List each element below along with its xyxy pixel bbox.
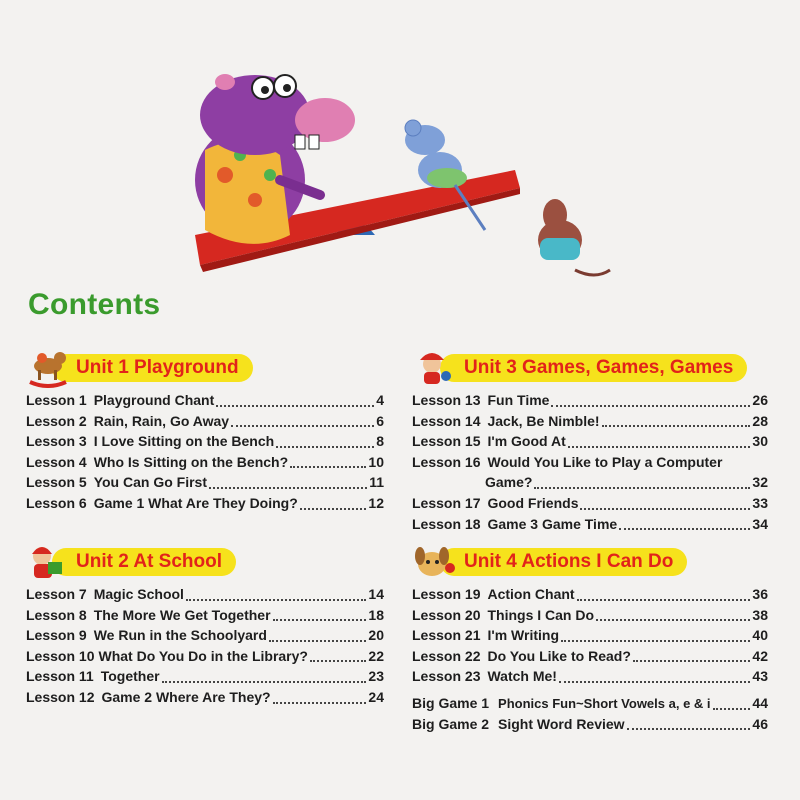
leader-dots xyxy=(568,446,751,448)
lesson-title: Rain, Rain, Go Away xyxy=(93,412,230,429)
leader-dots xyxy=(300,508,367,510)
lesson-number: Lesson 17 xyxy=(412,494,481,511)
page-number: 36 xyxy=(752,586,768,602)
lesson-title: Playground Chant xyxy=(93,392,215,408)
page-number: 43 xyxy=(752,668,768,685)
lesson-number: Lesson 12 xyxy=(26,688,95,705)
lesson-row[interactable] xyxy=(412,411,768,432)
page-number: 11 xyxy=(369,474,384,491)
lesson-number: Lesson 1 xyxy=(26,392,87,408)
lesson-title: Game 3 Game Time xyxy=(487,515,618,532)
lesson-row[interactable] xyxy=(412,625,768,646)
dog-icon xyxy=(410,542,458,582)
page-number: 14 xyxy=(368,586,384,602)
page-number: 8 xyxy=(376,433,384,450)
page-number: 26 xyxy=(752,392,768,408)
lesson-row[interactable] xyxy=(412,452,768,473)
leader-dots xyxy=(627,728,751,730)
lesson-row[interactable] xyxy=(26,605,384,626)
lesson-title: Watch Me! xyxy=(487,668,557,685)
big-game-row[interactable] xyxy=(412,693,768,714)
lesson-number: Lesson 13 xyxy=(412,392,481,408)
child-with-hat-icon xyxy=(410,348,458,388)
lesson-number: Lesson 4 xyxy=(26,453,87,470)
page-number: 23 xyxy=(368,668,384,685)
leader-dots xyxy=(559,681,750,683)
leader-dots xyxy=(534,487,750,489)
unit-title-banner: Unit 1 Playground xyxy=(52,354,253,382)
lesson-row[interactable] xyxy=(26,493,384,514)
page-number: 40 xyxy=(752,627,768,644)
leader-dots xyxy=(290,466,366,468)
lesson-title: The More We Get Together xyxy=(93,606,271,623)
unit-header xyxy=(22,542,382,578)
leader-dots xyxy=(602,425,751,427)
lesson-list xyxy=(26,584,384,708)
lesson-number: Lesson 20 xyxy=(412,606,481,623)
contents-heading: Contents xyxy=(28,288,161,321)
unit-header xyxy=(410,542,780,578)
lesson-number: Lesson 14 xyxy=(412,412,481,429)
lesson-title: Who Is Sitting on the Bench? xyxy=(93,453,289,470)
page-number: 28 xyxy=(752,412,768,429)
lesson-title: We Run in the Schoolyard xyxy=(93,627,267,644)
lesson-row[interactable] xyxy=(26,411,384,432)
leader-dots xyxy=(186,599,366,601)
lesson-title: I'm Writing xyxy=(487,627,559,644)
lesson-title: Good Friends xyxy=(487,494,579,511)
unit-2-section xyxy=(22,542,382,708)
big-game-title: Phonics Fun~Short Vowels a, e & i xyxy=(498,695,711,711)
girl-reading-icon xyxy=(22,542,70,582)
lesson-number: Lesson 19 xyxy=(412,586,481,602)
lesson-list xyxy=(412,584,768,734)
big-game-row[interactable] xyxy=(412,714,768,735)
lesson-row[interactable] xyxy=(412,584,768,605)
leader-dots xyxy=(269,640,367,642)
lesson-number: Lesson 18 xyxy=(412,515,481,532)
lesson-list xyxy=(26,390,384,514)
lesson-title: Magic School xyxy=(93,586,184,602)
lesson-row[interactable] xyxy=(26,452,384,473)
big-game-number: Big Game 1 xyxy=(412,694,490,711)
lesson-title: Game? xyxy=(485,474,533,491)
page-number: 12 xyxy=(368,494,384,511)
page-number: 10 xyxy=(368,453,384,470)
leader-dots xyxy=(619,528,750,530)
lesson-number: Lesson 21 xyxy=(412,627,481,644)
page-number: 46 xyxy=(752,715,768,732)
leader-dots xyxy=(310,660,366,662)
lesson-row[interactable] xyxy=(412,514,768,535)
leader-dots xyxy=(561,640,750,642)
lesson-row[interactable] xyxy=(26,687,384,708)
leader-dots xyxy=(633,660,751,662)
lesson-title: Do You Like to Read? xyxy=(487,647,631,664)
lesson-number: Lesson 8 xyxy=(26,606,87,623)
leader-dots xyxy=(216,405,374,407)
page-number: 20 xyxy=(368,627,384,644)
leader-dots xyxy=(577,599,751,601)
lesson-row[interactable] xyxy=(26,431,384,452)
unit-title-banner: Unit 4 Actions I Can Do xyxy=(440,548,687,576)
page-number: 32 xyxy=(752,474,768,491)
lesson-title: Action Chant xyxy=(487,586,575,602)
unit-1-section xyxy=(22,348,382,514)
lesson-row[interactable] xyxy=(412,390,768,411)
big-game-title: Sight Word Review xyxy=(498,715,625,732)
lesson-number: Lesson 11 xyxy=(26,668,94,685)
leader-dots xyxy=(596,619,750,621)
lesson-title: You Can Go First xyxy=(93,474,208,491)
lesson-title: Game 1 What Are They Doing? xyxy=(93,494,298,511)
page-number: 4 xyxy=(376,392,384,408)
lesson-number: Lesson 23 xyxy=(412,668,481,685)
lesson-title: I Love Sitting on the Bench xyxy=(93,433,275,450)
lesson-title: Would You Like to Play a Computer xyxy=(487,453,723,470)
leader-dots xyxy=(551,405,750,407)
page-number: 6 xyxy=(376,412,384,429)
lesson-row[interactable] xyxy=(26,625,384,646)
unit-header xyxy=(410,348,780,384)
lesson-number: Lesson 6 xyxy=(26,494,87,511)
leader-dots xyxy=(273,619,367,621)
unit-header xyxy=(22,348,382,384)
lesson-title: What Do You Do in the Library? xyxy=(98,647,308,664)
lesson-row[interactable] xyxy=(26,666,384,687)
lesson-number: Lesson 3 xyxy=(26,433,87,450)
lesson-title: Jack, Be Nimble! xyxy=(487,412,600,429)
brown-mouse xyxy=(538,199,610,275)
lesson-row[interactable] xyxy=(412,666,768,687)
lesson-title: I'm Good At xyxy=(487,433,566,450)
lesson-number: Lesson 10 xyxy=(26,647,95,664)
page-number: 33 xyxy=(752,494,768,511)
page-number: 44 xyxy=(752,694,768,711)
lesson-row[interactable] xyxy=(412,431,768,452)
lesson-number: Lesson 15 xyxy=(412,433,481,450)
unit-title-banner: Unit 3 Games, Games, Games xyxy=(440,354,747,382)
page-number: 30 xyxy=(752,433,768,450)
lesson-number: Lesson 7 xyxy=(26,586,87,602)
unit-3-section xyxy=(410,348,780,534)
lesson-number: Lesson 22 xyxy=(412,647,481,664)
lesson-title: Fun Time xyxy=(487,392,550,408)
rocking-horse-icon xyxy=(22,348,70,388)
lesson-row[interactable] xyxy=(412,646,768,667)
leader-dots xyxy=(276,446,374,448)
page-number: 42 xyxy=(752,647,768,664)
lesson-list xyxy=(412,390,768,534)
lesson-row[interactable] xyxy=(26,472,384,493)
unit-4-section xyxy=(410,542,780,734)
leader-dots xyxy=(273,702,367,704)
lesson-row[interactable] xyxy=(26,390,384,411)
hippo-seesaw-illustration xyxy=(185,60,615,290)
page-number: 22 xyxy=(368,647,384,664)
lesson-number: Lesson 2 xyxy=(26,412,87,429)
lesson-title: Game 2 Where Are They? xyxy=(101,688,271,705)
big-game-number: Big Game 2 xyxy=(412,715,490,732)
lesson-number: Lesson 5 xyxy=(26,474,87,491)
lesson-number: Lesson 16 xyxy=(412,453,481,470)
leader-dots xyxy=(580,508,750,510)
lesson-row[interactable] xyxy=(26,584,384,605)
leader-dots xyxy=(162,681,367,683)
page-number: 38 xyxy=(752,606,768,623)
lesson-number: Lesson 9 xyxy=(26,627,87,644)
lesson-row-continued[interactable] xyxy=(412,472,768,493)
leader-dots xyxy=(231,425,374,427)
lesson-title: Together xyxy=(100,668,160,685)
leader-dots xyxy=(209,487,367,489)
lesson-row[interactable] xyxy=(412,493,768,514)
page-number: 24 xyxy=(368,688,384,705)
page-number: 34 xyxy=(752,515,768,532)
leader-dots xyxy=(713,708,751,710)
page-number: 18 xyxy=(368,606,384,623)
unit-title-banner: Unit 2 At School xyxy=(52,548,236,576)
lesson-row[interactable] xyxy=(26,646,384,667)
lesson-row[interactable] xyxy=(412,605,768,626)
lesson-title: Things I Can Do xyxy=(487,606,595,623)
